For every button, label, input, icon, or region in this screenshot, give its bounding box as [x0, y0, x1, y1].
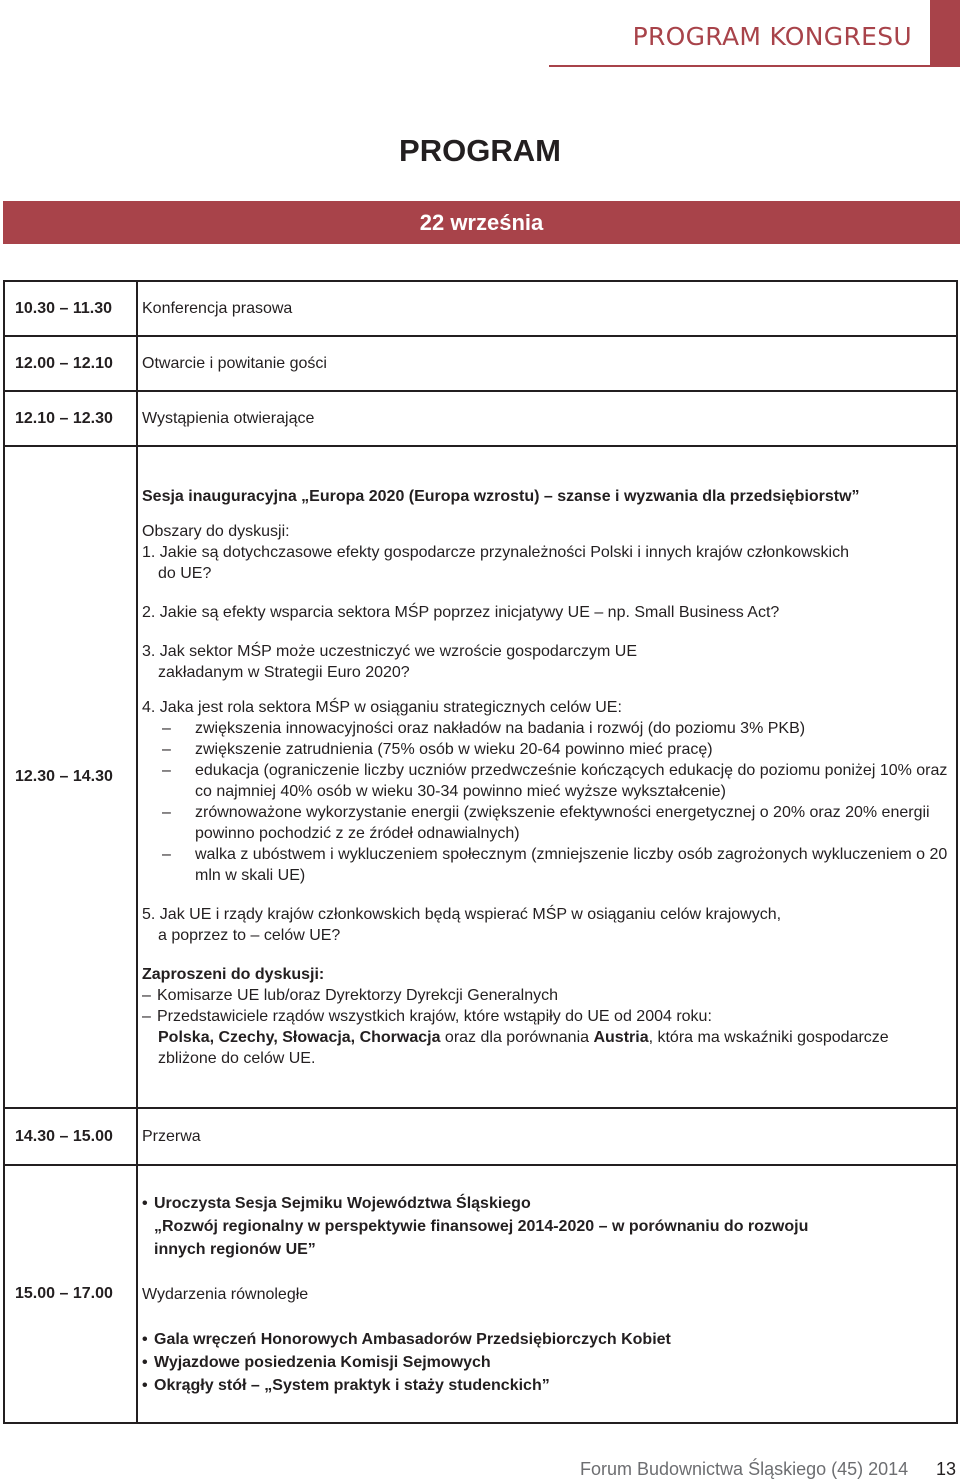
- areas-label: Obszary do dyskusji:: [142, 522, 290, 540]
- table-row: [4, 336, 957, 391]
- invited-label: Zaproszeni do dyskusji:: [142, 965, 325, 983]
- question-5b: a poprzez to – celów UE?: [158, 926, 341, 944]
- list-item: – walka z ubóstwem i wykluczeniem społecznym (zmniejszenie liczby osób zagrożonych wykluczeniem o 20 mln w skali UE): [162, 845, 948, 884]
- list-item: – zwiększenia innowacyjności oraz nakładów na badania i rozwój (do poziomu 3% PKB): [162, 719, 806, 737]
- page-title: PROGRAM: [399, 133, 561, 168]
- list-item: – zwiększenie zatrudnienia (75% osób w wieku 20-64 powinno mieć pracę): [162, 740, 713, 758]
- time-cell: 10.30 – 11.30: [4, 281, 137, 336]
- list-item: „Rozwój regionalny w perspektywie finansowej 2014-2020 – w porównaniu do rozwoju: [154, 1217, 809, 1235]
- desc-cell: Wystąpienia otwierające: [137, 391, 957, 446]
- footer-publication: Forum Budownictwa Śląskiego (45) 2014: [580, 1459, 909, 1479]
- question-2: 2. Jakie są efekty wsparcia sektora MŚP poprzez inicjatywy UE – np. Small Business Act?: [142, 603, 780, 621]
- list-item: • Okrągły stół – „System praktyk i staży studenckich”: [142, 1376, 550, 1394]
- list-item: • Uroczysta Sesja Sejmiku Województwa Śląskiego: [142, 1194, 531, 1212]
- list-item: – edukacja (ograniczenie liczby uczniów przedwcześnie kończących edukację do poziomu poniżej 10% oraz co najmniej 40% osób w wieku 30-34 powinno mieć wyższe wykształcenie): [162, 761, 948, 800]
- program-table: [3, 280, 958, 1424]
- list-item: • Gala wręczeń Honorowych Ambasadorów Przedsiębiorczych Kobiet: [142, 1330, 671, 1348]
- countries-line: Polska, Czechy, Słowacja, Chorwacja oraz dla porównania Austria, która ma wskaźniki gospodarcze: [158, 1028, 889, 1046]
- time-cell: 12.10 – 12.30: [4, 391, 137, 446]
- header-rule: [549, 65, 960, 67]
- time-cell: 12.00 – 12.10: [4, 336, 137, 391]
- table-row: [4, 281, 957, 336]
- page-number: 13: [936, 1459, 957, 1479]
- time-cell: 14.30 – 15.00: [4, 1108, 137, 1165]
- desc-cell: Przerwa: [137, 1108, 957, 1165]
- time-cell: 15.00 – 17.00: [4, 1165, 137, 1423]
- question-3b: zakładanym w Strategii Euro 2020?: [158, 663, 410, 681]
- question-4: 4. Jaka jest rola sektora MŚP w osiąganiu strategicznych celów UE:: [142, 698, 622, 716]
- table-row: [4, 391, 957, 446]
- table-row-afternoon: [4, 1165, 957, 1423]
- header-tab: [930, 0, 960, 66]
- session-title: Sesja inauguracyjna „Europa 2020 (Europa wzrostu) – szanse i wyzwania dla przedsiębiorstw”: [142, 487, 860, 505]
- list-item: – zrównoważone wykorzystanie energii (zwiększenie efektywności energetycznej o 20% oraz 20% energii powinno pochodzić z ze źródeł odnawialnych): [162, 803, 930, 842]
- date-label: 22 września: [419, 210, 544, 235]
- list-item: innych regionów UE”: [154, 1240, 316, 1258]
- list-item: – Przedstawiciele rządów wszystkich krajów, które wstąpiły do UE od 2004 roku:: [142, 1007, 712, 1025]
- countries-line-2: zbliżone do celów UE.: [158, 1049, 316, 1067]
- table-row-session: [4, 446, 957, 1108]
- afternoon-cell: [137, 1165, 957, 1423]
- question-5a: 5. Jak UE i rządy krajów członkowskich będą wspierać MŚP w osiąganiu celów krajowych,: [142, 905, 782, 923]
- question-1a: 1. Jakie są dotychczasowe efekty gospodarcze przynależności Polski i innych krajów członkowskich: [142, 543, 849, 561]
- header-title: PROGRAM KONGRESU: [632, 22, 912, 51]
- session-cell: [137, 446, 957, 1108]
- parallel-events-label: Wydarzenia równoległe: [142, 1285, 309, 1303]
- list-item: • Wyjazdowe posiedzenia Komisji Sejmowych: [142, 1353, 491, 1371]
- desc-cell: Konferencja prasowa: [137, 281, 957, 336]
- desc-cell: Otwarcie i powitanie gości: [137, 336, 957, 391]
- table-row: [4, 1108, 957, 1165]
- question-1b: do UE?: [158, 564, 212, 582]
- question-3a: 3. Jak sektor MŚP może uczestniczyć we wzroście gospodarczym UE: [142, 642, 637, 660]
- list-item: – Komisarze UE lub/oraz Dyrektorzy Dyrekcji Generalnych: [142, 986, 559, 1004]
- time-cell: 12.30 – 14.30: [4, 446, 137, 1108]
